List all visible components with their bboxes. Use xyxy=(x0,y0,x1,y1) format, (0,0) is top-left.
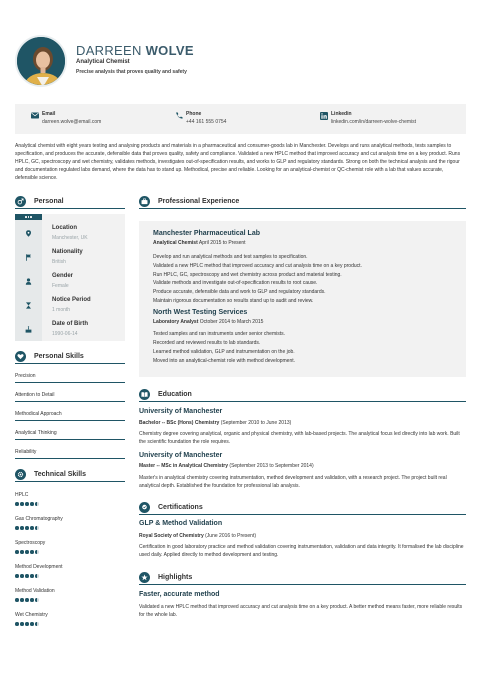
personal-label: Location xyxy=(52,225,77,231)
technical-skill-name: Gas Chromatography xyxy=(15,516,63,522)
personal-skill-item: Methodical Approach xyxy=(15,411,62,417)
rating-dot xyxy=(20,526,24,530)
gear-icon xyxy=(15,469,26,480)
education-school: University of Manchester xyxy=(139,408,223,415)
skill-underline xyxy=(15,458,125,459)
rating-dot xyxy=(20,574,24,578)
avatar xyxy=(15,35,67,87)
section-title: Technical Skills xyxy=(34,471,87,478)
experience-bullet: Produce accurate, defensible data and work to GLP and regulatory standards. xyxy=(153,289,326,295)
degree-dates: (September 2010 to June 2013) xyxy=(220,420,292,426)
section-personal-skills xyxy=(15,351,84,362)
linkedin-icon xyxy=(320,112,328,120)
issuer-name: Royal Society of Chemistry xyxy=(139,533,204,539)
linkedin-label: Linkedin xyxy=(331,111,352,117)
section-title: Personal Skills xyxy=(34,353,84,360)
personal-label: Notice Period xyxy=(52,297,91,303)
role-dates: April 2015 to Present xyxy=(198,240,246,246)
rating-dot xyxy=(30,550,34,554)
skill-rating xyxy=(15,550,39,554)
experience-bullet: Run HPLC, GC, spectroscopy and wet chemistry across product and material testing. xyxy=(153,272,342,278)
technical-skill-name: Method Validation xyxy=(15,588,55,594)
rating-dot xyxy=(15,574,19,578)
personal-label: Gender xyxy=(52,273,74,279)
person-icon xyxy=(25,278,32,285)
education-degree xyxy=(139,420,291,426)
personal-label: Date of Birth xyxy=(52,321,88,327)
personal-value: 1 month xyxy=(52,307,71,313)
skill-rating xyxy=(15,574,39,578)
phone-label: Phone xyxy=(186,111,202,117)
section-highlights xyxy=(139,572,192,583)
experience-employer: Manchester Pharmaceutical Lab xyxy=(153,230,260,237)
experience-bullet: Learned method validation, GLP and instrumentation on the job. xyxy=(153,349,295,355)
divider xyxy=(139,208,466,209)
experience-bullet: Develop and run analytical methods and test samples to specification. xyxy=(153,254,308,260)
skill-underline xyxy=(15,401,125,402)
certification-issuer xyxy=(139,533,256,539)
experience-bullet: Tested samples and ran instruments under senior chemists. xyxy=(153,331,286,337)
candidate-name xyxy=(76,43,194,58)
personal-value: British xyxy=(52,259,66,265)
rating-dot xyxy=(25,550,29,554)
rating-dot xyxy=(35,550,39,554)
phone-icon xyxy=(175,112,183,119)
degree-dates: (September 2013 to September 2014) xyxy=(229,463,314,469)
rating-dot xyxy=(15,526,19,530)
rating-dot xyxy=(30,598,34,602)
role-title: Analytical Chemist xyxy=(153,240,198,246)
education-description: Chemistry degree covering analytical, organic and physical chemistry, with lab-based projects. The analytical focus led directly into lab work. Built the scientific foundation the role requires. xyxy=(139,431,460,445)
rating-dot xyxy=(20,502,24,506)
skill-underline xyxy=(15,382,125,383)
book-icon xyxy=(139,389,150,400)
personal-value: Manchester, UK xyxy=(52,235,88,241)
briefcase-icon xyxy=(139,196,150,207)
email-icon xyxy=(31,112,39,119)
star-icon xyxy=(139,572,150,583)
technical-skill-name: Spectroscopy xyxy=(15,540,46,546)
personal-value: Female xyxy=(52,283,69,289)
degree-name: Master -- MSc in Analytical Chemistry xyxy=(139,463,229,469)
personal-value: 1990-06-14 xyxy=(52,331,78,337)
rating-dot xyxy=(30,526,34,530)
divider xyxy=(15,481,125,482)
rating-dot xyxy=(35,598,39,602)
heart-icon xyxy=(15,351,26,362)
experience-role xyxy=(153,240,246,246)
divider xyxy=(139,401,466,402)
rating-dot xyxy=(35,622,39,626)
section-certifications xyxy=(139,502,203,513)
rating-dot xyxy=(25,502,29,506)
divider xyxy=(139,584,466,585)
rating-dot xyxy=(25,574,29,578)
email-value[interactable]: darreen.wolve@email.com xyxy=(42,119,102,125)
last-name: WOLVE xyxy=(145,43,194,58)
card-top-dots xyxy=(15,214,42,220)
rating-dot xyxy=(30,502,34,506)
section-title: Personal xyxy=(34,198,64,205)
birthday-cake-icon xyxy=(25,326,32,333)
highlight-name: Faster, accurate method xyxy=(139,591,220,598)
certification-dates: (June 2016 to Present) xyxy=(205,533,257,539)
personal-label: Nationality xyxy=(52,249,83,255)
linkedin-value[interactable]: linkedin.com/in/darreen-wolve-chemist xyxy=(331,119,417,125)
skill-rating xyxy=(15,502,39,506)
divider xyxy=(15,363,125,364)
contact-bar xyxy=(15,104,466,134)
personal-skill-item: Analytical Thinking xyxy=(15,430,57,436)
rating-dot xyxy=(15,622,19,626)
section-experience xyxy=(139,196,239,207)
rating-dot xyxy=(30,622,34,626)
rating-dot xyxy=(20,622,24,626)
rating-dot xyxy=(35,502,39,506)
role-title: Laboratory Analyst xyxy=(153,319,199,325)
experience-bullet: Validate methods and investigate out-of-specification results to root cause. xyxy=(153,280,318,286)
location-pin-icon xyxy=(25,230,32,237)
experience-role xyxy=(153,319,263,325)
rating-dot xyxy=(25,526,29,530)
tagline: Precise analysis that proves quality and safety xyxy=(76,69,187,75)
email-label: Email xyxy=(42,111,56,117)
section-title: Professional Experience xyxy=(158,198,240,205)
technical-skill-name: HPLC xyxy=(15,492,29,498)
skill-rating xyxy=(15,526,39,530)
experience-bullet: Moved into an analytical-chemist role with method development. xyxy=(153,358,296,364)
skill-rating xyxy=(15,598,39,602)
experience-bullet: Maintain rigorous documentation so results stand up to audit and review. xyxy=(153,298,314,304)
rating-dot xyxy=(15,598,19,602)
certification-name: GLP & Method Validation xyxy=(139,520,223,527)
rating-dot xyxy=(15,550,19,554)
degree-name: Bachelor -- BSc (Hons) Chemistry xyxy=(139,420,220,426)
section-title: Highlights xyxy=(158,574,193,581)
first-name: DARREEN xyxy=(76,43,142,58)
profile-summary: Analytical chemist with eight years testing and analysing products and materials in a pharmaceutical and consumer-goods lab in Manchester. Develops and runs analytical methods, tests samples to specification, and produces the accurate, defensible data that proves quality, safety and compliance. Validated a new HPLC method that improved accuracy and cut analysis time on a key product. Runs HPLC, GC, spectroscopy and wet chemistry, validates methods, investigates out-of-specification results, and works to GLP and regulatory standards. Strong on both the technical analysis and the rigour and documentation regulated labs demand, where the data has to stand up. Methodical, precise and reliable. Looking for an analytical-chemist or QC-chemist role with a lab that values accurate, defensible science. xyxy=(15,143,461,181)
education-degree xyxy=(139,463,314,469)
hourglass-icon xyxy=(25,302,32,309)
rating-dot xyxy=(30,574,34,578)
certificate-badge-icon xyxy=(139,502,150,513)
rating-dot xyxy=(15,502,19,506)
personal-card xyxy=(15,214,125,341)
section-technical-skills xyxy=(15,469,86,480)
flag-icon xyxy=(25,254,32,261)
section-title: Education xyxy=(158,391,192,398)
skill-rating xyxy=(15,622,39,626)
technical-skill-name: Method Development xyxy=(15,564,63,570)
rating-dot xyxy=(35,574,39,578)
job-title: Analytical Chemist xyxy=(76,59,130,65)
section-education xyxy=(139,389,192,400)
skill-underline xyxy=(15,439,125,440)
experience-bullet: Recorded and reviewed results to lab standards. xyxy=(153,340,261,346)
divider xyxy=(139,514,466,515)
rating-dot xyxy=(35,526,39,530)
section-personal xyxy=(15,196,64,207)
certification-description: Certification in good laboratory practice and method validation covering instrumentation, validation and data integrity. It formalised the lab discipline used daily. Applied directly to method development and testing. xyxy=(139,544,464,558)
rating-dot xyxy=(25,598,29,602)
gender-icon xyxy=(15,196,26,207)
rating-dot xyxy=(25,622,29,626)
technical-skill-name: Wet Chemistry xyxy=(15,612,48,618)
education-school: University of Manchester xyxy=(139,452,223,459)
role-dates: October 2014 to March 2015 xyxy=(199,319,264,325)
skill-underline xyxy=(15,420,125,421)
personal-skill-item: Reliability xyxy=(15,449,37,455)
rating-dot xyxy=(20,598,24,602)
experience-bullet: Validated a new HPLC method that improved accuracy and cut analysis time on a key product. xyxy=(153,263,362,269)
personal-skill-item: Precision xyxy=(15,373,36,379)
phone-value[interactable]: +44 161 555 0754 xyxy=(186,119,227,125)
section-title: Certifications xyxy=(158,504,203,511)
experience-employer: North West Testing Services xyxy=(153,309,248,316)
personal-skill-item: Attention to Detail xyxy=(15,392,55,398)
education-description: Master's in analytical chemistry covering instrumentation, method development and validation, with a research project. The project built real analytical depth. Established the foundation for professional lab analysis. xyxy=(139,475,447,489)
rating-dot xyxy=(20,550,24,554)
highlight-description: Validated a new HPLC method that improved accuracy and cut analysis time on a key product. A better method means faster, more reliable results for the whole lab. xyxy=(139,604,463,618)
divider xyxy=(15,208,125,209)
